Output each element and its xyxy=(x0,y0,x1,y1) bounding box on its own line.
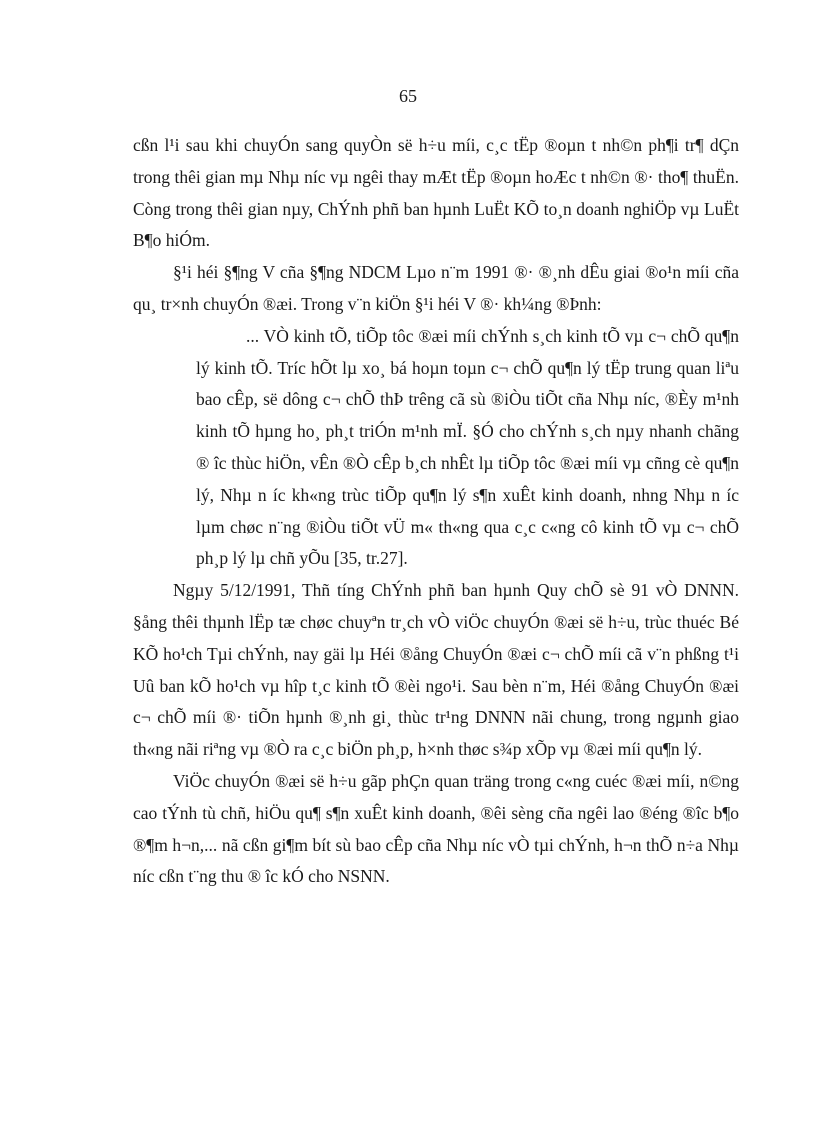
block-quote: ... VÒ kinh tÕ, tiÕp tôc ®æi míi chÝnh s¸ch kinh tÕ vµ c¬ chÕ qu¶n lý kinh tÕ. Tríc hÕt lµ xo¸ bá hoµn toµn c¬ chÕ qu¶n lý tËp trung quan liªu bao cÊp, së dông c¬ chÕ thÞ trêng cã sù ®iÒu tiÕt cña Nhµ níc, ®Èy m¹nh kinh tÕ hµng ho¸ ph¸t triÓn m¹nh mÏ. §Ó cho chÝnh s¸ch nµy nhanh chãng ® îc thùc hiÖn, vÊn ®Ò cÊp b¸ch nhÊt lµ tiÕp tôc ®æi míi vµ cñng cè qu¶n lý, Nhµ n íc kh«ng trùc tiÕp qu¶n lý s¶n xuÊt kinh doanh, nhng Nhµ n íc lµm chøc n¨ng ®iÒu tiÕt vÜ m« th«ng qua c¸c c«ng cô kinh tÕ vµ c¬ chÕ ph¸p lý lµ chñ yÕu [35, tr.27]. xyxy=(196,325,739,569)
paragraph-regulation: Ngµy 5/12/1991, Thñ tíng ChÝnh phñ ban hµnh Quy chÕ sè 91 vÒ DNNN. §ång thêi thµnh lËp tæ chøc chuyªn tr¸ch vÒ viÖc chuyÓn ®æi së h÷u, trùc thuéc Bé KÕ ho¹ch Tµi chÝnh, nay gäi lµ Héi ®ång ChuyÓn ®æi c¬ chÕ míi cã v¨n phßng t¹i Uû ban kÕ ho¹ch vµ hîp t¸c kinh tÕ ®èi ngo¹i. Sau bèn n¨m, Héi ®ång ChuyÓn ®æi c¬ chÕ míi ®· tiÕn hµnh ®¸nh gi¸ thùc tr¹ng DNNN nãi chung, trong ngµnh giao th«ng nãi riªng vµ ®Ò ra c¸c biÖn ph¸p, h×nh thøc s¾p xÕp vµ ®æi míi qu¶n lý. xyxy=(133,580,739,760)
paragraph-continuation: cßn l¹i sau khi chuyÓn sang quyÒn së h÷u míi, c¸c tËp ®oµn t nh©n ph¶i tr¶ dÇn trong thêi gian mµ Nhµ níc vµ ngêi thay mÆt tËp ®oµn hoÆc t nh©n ®· tho¶ thuËn. Còng trong thêi gian nµy, ChÝnh phñ ban hµnh LuËt KÕ to¸n doanh nghiÖp vµ LuËt B¶o hiÓm. xyxy=(133,135,739,251)
page-number: 65 xyxy=(399,86,417,106)
paragraph-congress: §¹i héi §¶ng V cña §¶ng NDCM Lµo n¨m 1991 ®· ®¸nh dÊu giai ®o¹n míi cña qu¸ tr×nh chuyÓn ®æi. Trong v¨n kiÖn §¹i héi V ®· kh¼ng ®Þnh: xyxy=(133,262,739,314)
paragraph-conversion: ViÖc chuyÓn ®æi së h÷u gãp phÇn quan träng trong c«ng cuéc ®æi míi, n©ng cao tÝnh tù chñ, hiÖu qu¶ s¶n xuÊt kinh doanh, ®êi sèng cña ngêi lao ®éng ®îc b¶o ®¶m h¬n,... nã cßn gi¶m bít sù bao cÊp cña Nhµ níc vÒ tµi chÝnh, h¬n thÕ n÷a Nhµ níc cßn t¨ng thu ® îc kÓ cho NSNN. xyxy=(133,770,739,887)
body-text xyxy=(133,130,739,893)
